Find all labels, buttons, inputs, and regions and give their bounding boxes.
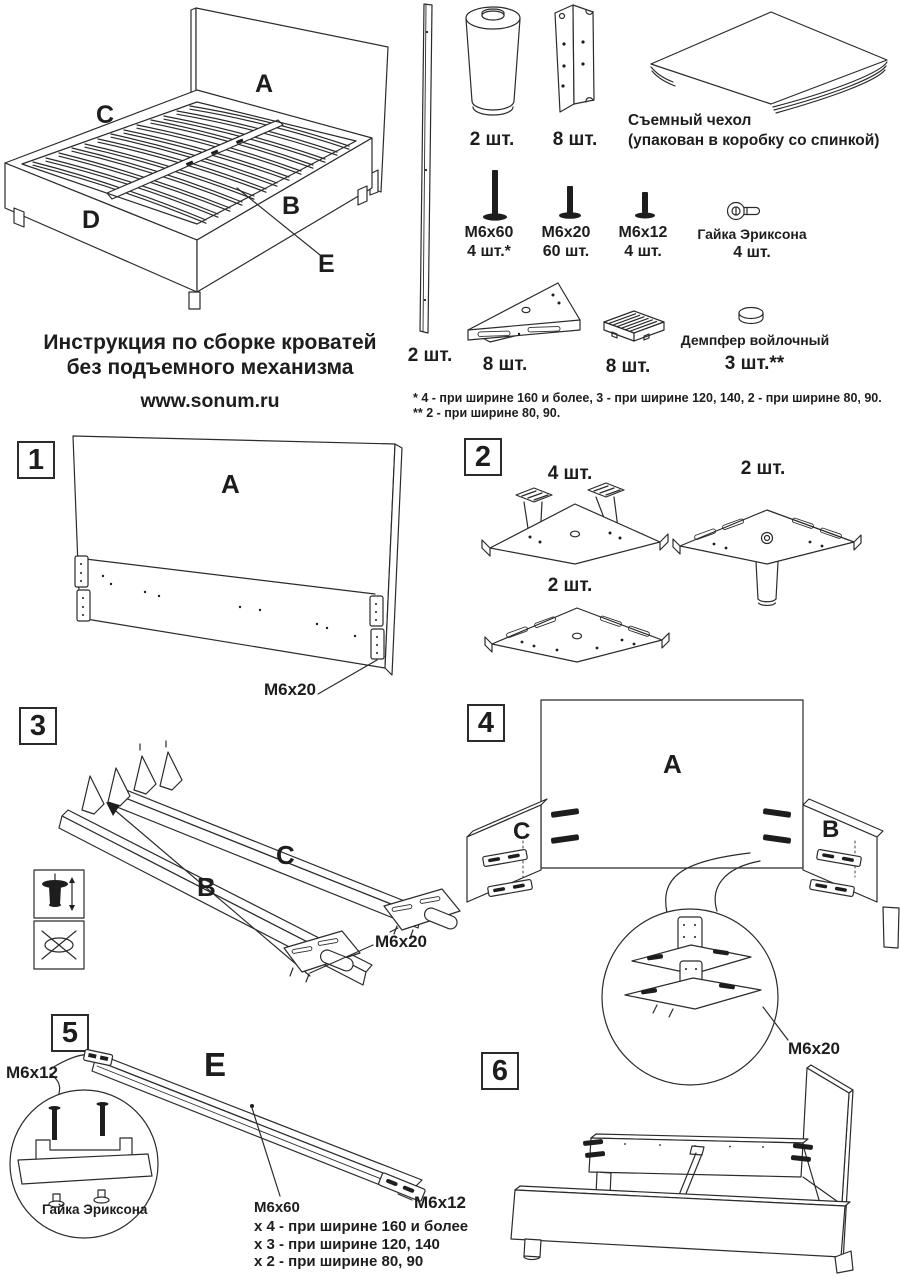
step-3-digit: 3 bbox=[29, 709, 47, 742]
step-4-digit: 4 bbox=[477, 706, 495, 739]
bolt-m6x12-icon bbox=[632, 190, 660, 226]
doc-title-line2: без подъемного механизма bbox=[66, 356, 354, 379]
overview-label-b: B bbox=[282, 192, 301, 220]
felt-damper-icon bbox=[736, 304, 768, 328]
step-5-label-e: E bbox=[204, 1046, 227, 1083]
step-5-fastener-right: M6x12 bbox=[414, 1193, 466, 1212]
step-6-drawing bbox=[505, 1056, 900, 1280]
bolt-m6x20-icon bbox=[556, 184, 586, 226]
step-5-bolt-label: M6x60 bbox=[254, 1199, 300, 1216]
step-3-warning-box bbox=[33, 869, 87, 971]
leg-part bbox=[462, 3, 524, 121]
overview-label-d: D bbox=[82, 206, 101, 234]
bolt-m6x60-label: M6x60 bbox=[464, 224, 514, 241]
step-5-bolt-opt1: x 4 - при ширине 160 и более bbox=[254, 1218, 469, 1235]
long-slat-part bbox=[413, 0, 447, 340]
step-3-label-c: C bbox=[276, 840, 295, 870]
cover-note: (упакован в коробку со спинкой) bbox=[628, 132, 880, 149]
erikson-nut-icon bbox=[726, 199, 764, 223]
step-2-bracket-plain bbox=[482, 598, 674, 670]
long-slat-qty: 2 шт. bbox=[407, 345, 453, 366]
step-2-bracket-with-leg bbox=[672, 496, 864, 614]
bolt-m6x60-qty: 4 шт.* bbox=[467, 243, 511, 260]
overview-label-c: C bbox=[96, 101, 115, 129]
step-5-bolt-opt2: x 3 - при ширине 120, 140 bbox=[254, 1236, 440, 1253]
step-4-label-b: B bbox=[822, 816, 840, 843]
slat-pad-part bbox=[600, 308, 668, 348]
step-4-label-a: A bbox=[663, 749, 682, 779]
erikson-nut-qty: 4 шт. bbox=[733, 244, 771, 261]
step-5-digit: 5 bbox=[61, 1016, 79, 1049]
felt-damper-qty: 3 шт.** bbox=[724, 353, 785, 374]
footnote-2: ** 2 - при ширине 80, 90. bbox=[413, 406, 561, 420]
felt-damper-label: Демпфер войлочный bbox=[680, 332, 830, 348]
footnote-1: * 4 - при ширине 160 и более, 3 - при ширине 120, 140, 2 - при ширине 80, 90. bbox=[413, 391, 882, 405]
cover-part bbox=[643, 4, 895, 116]
bolt-m6x60-icon bbox=[480, 168, 512, 226]
bolt-m6x20-qty: 60 шт. bbox=[542, 243, 590, 260]
leg-bracket-part bbox=[460, 278, 588, 348]
step-3-fastener: M6x20 bbox=[375, 932, 427, 951]
bed-overview-drawing bbox=[0, 0, 432, 325]
step-3-number bbox=[19, 707, 57, 745]
step-1-digit: 1 bbox=[27, 443, 45, 476]
step-3-label-b: B bbox=[197, 872, 216, 902]
step-5-nut-label: Гайка Эриксона bbox=[42, 1202, 148, 1217]
step-6-digit: 6 bbox=[491, 1054, 509, 1087]
leg-bracket-qty: 8 шт. bbox=[482, 354, 528, 375]
step-2-bracket-with-pads bbox=[478, 482, 674, 584]
leg-qty: 2 шт. bbox=[469, 129, 515, 150]
doc-title-line1: Инструкция по сборке кроватей bbox=[43, 331, 377, 354]
overview-label-e: E bbox=[318, 250, 335, 278]
step-4-fastener: M6x20 bbox=[788, 1039, 840, 1058]
slat-pad-qty: 8 шт. bbox=[605, 356, 651, 377]
bolt-m6x12-qty: 4 шт. bbox=[624, 243, 662, 260]
website-url: www.sonum.ru bbox=[140, 390, 280, 412]
step-2-qty-right: 2 шт. bbox=[740, 458, 786, 479]
step-2-digit: 2 bbox=[474, 440, 492, 473]
overview-label-a: A bbox=[255, 70, 274, 98]
step-5-fastener-left: M6x12 bbox=[6, 1063, 58, 1082]
step-2-qty-left: 2 шт. bbox=[547, 575, 593, 596]
erikson-nut-label: Гайка Эриксона bbox=[697, 226, 807, 242]
bolt-m6x12-label: M6x12 bbox=[618, 224, 668, 241]
step1-fastener-leader bbox=[318, 660, 377, 694]
step-4-label-c: C bbox=[513, 818, 531, 845]
step-2-qty-pads: 4 шт. bbox=[547, 463, 593, 484]
step-1-fastener: M6x20 bbox=[264, 680, 316, 699]
step-1-label-a: A bbox=[221, 469, 240, 499]
corner-bracket-qty: 8 шт. bbox=[552, 129, 598, 150]
step-1-number bbox=[17, 441, 55, 479]
cover-title: Съемный чехол bbox=[628, 112, 752, 129]
bolt-m6x20-label: M6x20 bbox=[541, 224, 591, 241]
corner-bracket-part bbox=[546, 2, 604, 116]
step-2-number bbox=[464, 438, 502, 476]
step-5-bolt-opt3: x 2 - при ширине 80, 90 bbox=[254, 1253, 424, 1270]
